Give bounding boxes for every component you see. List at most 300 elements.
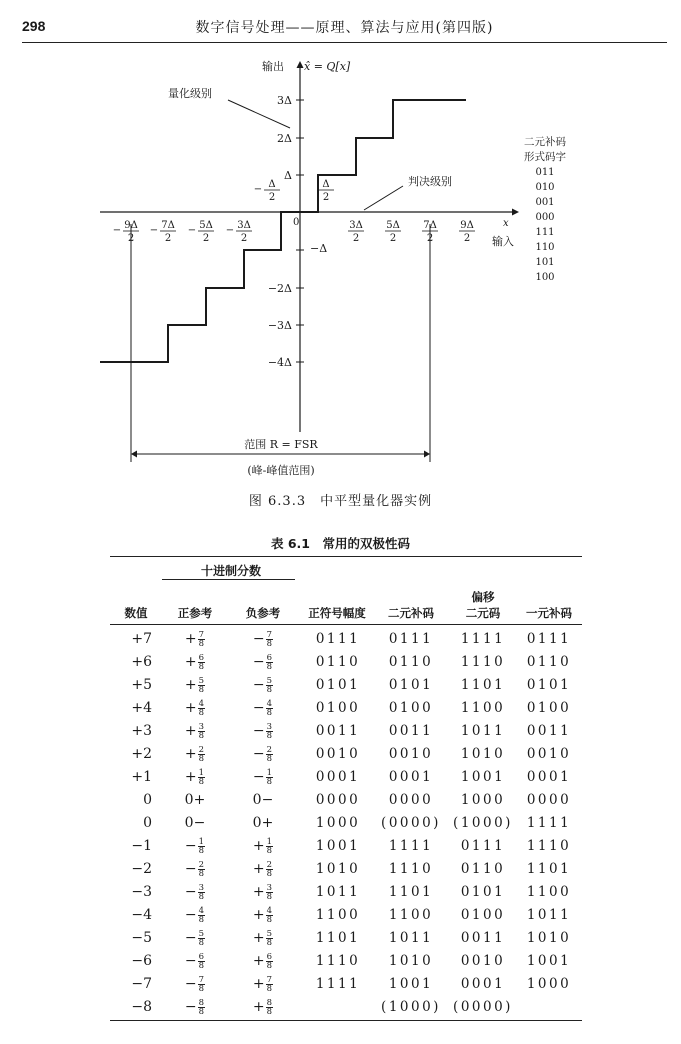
- cell-neg-ref-numerator: 8: [266, 997, 273, 1008]
- cell-value: +6: [131, 654, 152, 670]
- code-word: 000: [535, 212, 555, 223]
- x-tick-pos-0: [348, 220, 364, 244]
- table-top-rule: [110, 556, 582, 557]
- cell-sign-magnitude: 1101: [315, 930, 361, 946]
- cell-neg-ref-fraction: [266, 976, 273, 993]
- page-number: 298: [22, 18, 46, 34]
- table-header-rule: [110, 624, 582, 625]
- header-neg-ref: 负参考: [245, 606, 281, 620]
- quantizer-figure: [0, 50, 681, 490]
- x-tick-neg-3: [226, 220, 252, 244]
- cell-twos-complement: 0000: [388, 792, 434, 808]
- header-offset-line2: 二元码: [465, 606, 501, 620]
- cell-pos-ref-numerator: 6: [198, 951, 205, 962]
- cell-pos-ref-numerator: 2: [198, 859, 205, 870]
- cell-pos-ref-denominator: 8: [198, 661, 205, 672]
- table-row: [110, 766, 582, 789]
- cell-pos-ref-denominator: 8: [198, 845, 205, 856]
- cell-neg-ref-fraction: [266, 723, 273, 740]
- code-word: 001: [535, 197, 555, 208]
- cell-neg-ref-sign: +: [252, 861, 265, 877]
- header-ones-complement: 一元补码: [526, 606, 572, 620]
- cell-pos-ref-sign: +: [184, 631, 197, 647]
- cell-sign-magnitude: 0001: [315, 769, 361, 785]
- table-row: [110, 812, 582, 835]
- table-row: [110, 927, 582, 950]
- cell-neg-ref-sign: −: [252, 677, 265, 693]
- cell-ones-complement: [514, 996, 584, 1019]
- cell-neg-ref-fraction: [266, 746, 273, 763]
- x-tick-pos-1: [385, 220, 401, 244]
- cell-neg-ref: [230, 697, 296, 720]
- header-value: 数值: [124, 606, 148, 620]
- cell-ones-complement: 1101: [526, 861, 572, 877]
- cell-neg-ref-numerator: 3: [266, 721, 273, 732]
- cell-sign-magnitude: 1100: [315, 907, 361, 923]
- cell-twos-complement: 1101: [388, 884, 434, 900]
- cell-neg-ref-sign: −: [252, 769, 265, 785]
- range-arrow-right: [424, 451, 430, 458]
- cell-pos-ref-numerator: 1: [198, 836, 205, 847]
- x-axis-var: x: [503, 218, 509, 229]
- cell-neg-ref-fraction: [266, 953, 273, 970]
- cell-neg-ref-numerator: 5: [266, 675, 273, 686]
- x-tick-neg-1: [150, 220, 176, 244]
- cell-offset-binary: 1000: [460, 792, 506, 808]
- cell-ones-complement: 1001: [526, 953, 572, 969]
- table-row: [110, 743, 582, 766]
- cell-neg-ref: [230, 766, 296, 789]
- x-axis-arrow: [512, 209, 519, 216]
- table-row: [110, 789, 582, 812]
- cell-twos-complement: 0101: [388, 677, 434, 693]
- cell-pos-ref-sign: −: [184, 907, 197, 923]
- cell-value: −8: [131, 999, 152, 1015]
- cell-neg-ref-denominator: 8: [266, 914, 273, 925]
- cell-pos-ref-sign: −: [184, 999, 197, 1015]
- code-word: 101: [535, 257, 555, 268]
- cell-value: −4: [131, 907, 152, 923]
- cell-pos-ref-denominator: 8: [198, 730, 205, 741]
- figure-caption: 图 6.3.3 中平型量化器实例: [248, 494, 433, 509]
- cell-neg-ref-numerator: 7: [266, 629, 273, 640]
- cell-value: +3: [131, 723, 152, 739]
- cell-neg-ref-sign: +: [252, 999, 265, 1015]
- cell-neg-ref: [230, 996, 296, 1019]
- cell-neg-ref-numerator: 1: [266, 767, 273, 778]
- cell-sign-magnitude: 0111: [315, 631, 361, 647]
- cell-pos-ref-denominator: 8: [198, 1006, 205, 1017]
- cell-neg-ref-denominator: 8: [266, 753, 273, 764]
- cell-pos-ref-sign: +: [184, 746, 197, 762]
- code-word: 100: [535, 272, 555, 283]
- cell-neg-ref: [230, 651, 296, 674]
- cell-pos-ref: [162, 720, 228, 743]
- cell-sign-magnitude: 1001: [315, 838, 361, 854]
- origin-label: 0: [293, 217, 300, 228]
- table-bottom-rule: [110, 1020, 582, 1021]
- cell-pos-ref-denominator: 8: [198, 776, 205, 787]
- cell-neg-ref: 0−: [252, 792, 274, 808]
- cell-neg-ref-fraction: [266, 631, 273, 648]
- x-tick-pos-3-den: 2: [463, 233, 471, 244]
- cell-neg-ref-denominator: 8: [266, 661, 273, 672]
- x-tick-neg-1-minus: −: [149, 225, 159, 236]
- cell-pos-ref-fraction: [198, 631, 205, 648]
- cell-value: −5: [131, 930, 152, 946]
- half-delta-neg-num: Δ: [268, 179, 276, 190]
- cell-neg-ref: [230, 881, 296, 904]
- cell-offset-binary: 1111: [460, 631, 506, 647]
- cell-offset-binary: 0100: [460, 907, 506, 923]
- cell-sign-magnitude: 0110: [315, 654, 361, 670]
- cell-pos-ref-sign: −: [184, 976, 197, 992]
- x-tick-neg-2: [188, 220, 214, 244]
- x-tick-neg-1-den: 2: [164, 233, 172, 244]
- table-row: [110, 996, 582, 1019]
- cell-neg-ref-fraction: [266, 838, 273, 855]
- cell-neg-ref-denominator: 8: [266, 776, 273, 787]
- cell-neg-ref-fraction: [266, 884, 273, 901]
- cell-pos-ref-sign: −: [184, 861, 197, 877]
- range-sub-label: (峰-峰值范围): [247, 464, 315, 477]
- cell-neg-ref-sign: −: [252, 631, 265, 647]
- cell-pos-ref-numerator: 3: [198, 882, 205, 893]
- cell-value: −3: [131, 884, 152, 900]
- x-tick-neg-0-num: 9Δ: [124, 220, 138, 231]
- cell-offset-binary: 1011: [460, 723, 506, 739]
- cell-neg-ref: [230, 973, 296, 996]
- cell-offset-binary: 1110: [460, 654, 506, 670]
- cell-pos-ref-numerator: 7: [198, 974, 205, 985]
- cell-pos-ref-sign: +: [184, 677, 197, 693]
- cell-pos-ref: [162, 927, 228, 950]
- cell-neg-ref-numerator: 5: [266, 928, 273, 939]
- range-arrow-left: [131, 451, 137, 458]
- cell-pos-ref-fraction: [198, 677, 205, 694]
- cell-offset-binary: 0111: [460, 838, 506, 854]
- cell-neg-ref-numerator: 6: [266, 951, 273, 962]
- cell-sign-magnitude: 0011: [315, 723, 361, 739]
- x-tick-neg-0-den: 2: [127, 233, 135, 244]
- cell-pos-ref-fraction: [198, 930, 205, 947]
- cell-pos-ref-denominator: 8: [198, 983, 205, 994]
- decision-level-leader: [364, 186, 403, 210]
- cell-pos-ref-denominator: 8: [198, 684, 205, 695]
- cell-twos-complement: 1010: [388, 953, 434, 969]
- x-tick-neg-2-den: 2: [202, 233, 210, 244]
- cell-pos-ref-denominator: 8: [198, 753, 205, 764]
- cell-neg-ref-denominator: 8: [266, 983, 273, 994]
- cell-pos-ref-sign: +: [184, 700, 197, 716]
- cell-neg-ref-denominator: 8: [266, 845, 273, 856]
- cell-neg-ref-fraction: [266, 769, 273, 786]
- table-row: [110, 674, 582, 697]
- cell-pos-ref-numerator: 6: [198, 652, 205, 663]
- half-delta-pos-den: 2: [322, 192, 330, 203]
- cell-twos-complement: 0011: [388, 723, 434, 739]
- half-delta-pos: [318, 179, 334, 203]
- cell-pos-ref-fraction: [198, 907, 205, 924]
- cell-pos-ref-sign: −: [184, 953, 197, 969]
- cell-value: +4: [131, 700, 152, 716]
- y-tick-neg2: −2Δ: [267, 282, 292, 295]
- cell-neg-ref-denominator: 8: [266, 684, 273, 695]
- half-delta-neg: [254, 179, 280, 203]
- cell-pos-ref-numerator: 1: [198, 767, 205, 778]
- table-row: [110, 904, 582, 927]
- cell-neg-ref-denominator: 8: [266, 730, 273, 741]
- cell-ones-complement: 1111: [526, 815, 572, 831]
- y-tick-2: 2Δ: [277, 132, 292, 145]
- cell-pos-ref-denominator: 8: [198, 638, 205, 649]
- cell-value: 0: [143, 792, 152, 808]
- cell-neg-ref-sign: −: [252, 746, 265, 762]
- cell-ones-complement: 1010: [526, 930, 572, 946]
- cell-twos-complement: 0110: [388, 654, 434, 670]
- cell-neg-ref-denominator: 8: [266, 868, 273, 879]
- cell-neg-ref-denominator: 8: [266, 638, 273, 649]
- cell-neg-ref-fraction: [266, 907, 273, 924]
- code-title-2: 形式码字: [524, 151, 566, 163]
- cell-pos-ref-fraction: [198, 976, 205, 993]
- cell-neg-ref-fraction: [266, 930, 273, 947]
- cell-twos-complement: 0111: [388, 631, 434, 647]
- cell-pos-ref-numerator: 4: [198, 698, 205, 709]
- cell-sign-magnitude: [300, 996, 376, 1019]
- cell-pos-ref: [162, 950, 228, 973]
- cell-pos-ref-sign: −: [184, 930, 197, 946]
- cell-pos-ref: [162, 835, 228, 858]
- cell-sign-magnitude: 1111: [315, 976, 361, 992]
- table-row: [110, 858, 582, 881]
- cell-pos-ref: [162, 743, 228, 766]
- cell-sign-magnitude: 0101: [315, 677, 361, 693]
- cell-pos-ref-sign: +: [184, 769, 197, 785]
- cell-pos-ref-numerator: 4: [198, 905, 205, 916]
- cell-pos-ref-sign: +: [184, 654, 197, 670]
- cell-pos-ref-fraction: [198, 723, 205, 740]
- cell-ones-complement: 0010: [526, 746, 572, 762]
- x-tick-neg-0: [113, 220, 139, 244]
- cell-twos-complement: 1001: [388, 976, 434, 992]
- cell-ones-complement: 1000: [526, 976, 572, 992]
- cell-value: +7: [131, 631, 152, 647]
- cell-sign-magnitude: 0100: [315, 700, 361, 716]
- cell-neg-ref-sign: +: [252, 884, 265, 900]
- cell-offset-binary: 1010: [460, 746, 506, 762]
- cell-pos-ref: 0−: [184, 815, 206, 831]
- half-delta-neg-minus: −: [253, 184, 263, 195]
- page-header: [22, 14, 667, 43]
- cell-pos-ref-numerator: 2: [198, 744, 205, 755]
- header-pos-ref: 正参考: [177, 606, 213, 620]
- cell-twos-complement: 0100: [388, 700, 434, 716]
- table-row: [110, 697, 582, 720]
- code-word: 011: [535, 167, 555, 178]
- cell-value: −6: [131, 953, 152, 969]
- cell-neg-ref-sign: +: [252, 976, 265, 992]
- cell-neg-ref-denominator: 8: [266, 960, 273, 971]
- quant-level-label: 量化级别: [168, 87, 212, 100]
- cell-pos-ref-denominator: 8: [198, 937, 205, 948]
- cell-twos-complement: 0010: [388, 746, 434, 762]
- cell-neg-ref-numerator: 4: [266, 698, 273, 709]
- cell-neg-ref-denominator: 8: [266, 891, 273, 902]
- cell-neg-ref-sign: +: [252, 930, 265, 946]
- cell-sign-magnitude: 1000: [315, 815, 361, 831]
- cell-neg-ref-sign: +: [252, 838, 265, 854]
- cell-neg-ref-numerator: 3: [266, 882, 273, 893]
- cell-ones-complement: 1011: [526, 907, 572, 923]
- running-title: 数字信号处理——原理、算法与应用(第四版): [195, 20, 494, 36]
- cell-pos-ref: [162, 766, 228, 789]
- x-tick-neg-2-minus: −: [187, 225, 197, 236]
- table-row: [110, 651, 582, 674]
- cell-ones-complement: 0111: [526, 631, 572, 647]
- code-title-1: 二元补码: [524, 136, 566, 148]
- cell-pos-ref-numerator: 5: [198, 675, 205, 686]
- x-tick-pos-0-den: 2: [352, 233, 360, 244]
- cell-neg-ref-numerator: 6: [266, 652, 273, 663]
- cell-pos-ref: [162, 996, 228, 1019]
- cell-twos-complement: (0000): [381, 815, 441, 831]
- y-tick-1: Δ: [284, 169, 292, 182]
- y-tick-3: 3Δ: [277, 94, 292, 107]
- cell-sign-magnitude: 1011: [315, 884, 361, 900]
- decision-level-label: 判决级别: [408, 175, 452, 188]
- cell-neg-ref-denominator: 8: [266, 707, 273, 718]
- cell-neg-ref: [230, 720, 296, 743]
- cell-pos-ref-fraction: [198, 769, 205, 786]
- cell-pos-ref: [162, 628, 228, 651]
- cell-neg-ref-numerator: 1: [266, 836, 273, 847]
- y-axis-formula: x̂ = Q[x]: [304, 60, 351, 73]
- cell-neg-ref: [230, 904, 296, 927]
- cell-neg-ref-denominator: 8: [266, 1006, 273, 1017]
- cell-value: −1: [131, 838, 152, 854]
- cell-sign-magnitude: 0000: [315, 792, 361, 808]
- cell-neg-ref: [230, 927, 296, 950]
- cell-pos-ref-numerator: 8: [198, 997, 205, 1008]
- group-header: 十进制分数: [200, 564, 261, 578]
- cell-offset-binary: 1100: [460, 700, 506, 716]
- cell-pos-ref: [162, 674, 228, 697]
- x-tick-neg-3-num: 3Δ: [237, 220, 251, 231]
- cell-pos-ref: [162, 651, 228, 674]
- cell-pos-ref: 0+: [184, 792, 206, 808]
- cell-pos-ref-numerator: 3: [198, 721, 205, 732]
- cell-neg-ref: [230, 743, 296, 766]
- cell-neg-ref-sign: −: [252, 723, 265, 739]
- cell-pos-ref-denominator: 8: [198, 707, 205, 718]
- y-tick-neg4: −4Δ: [267, 356, 292, 369]
- cell-twos-complement: 1011: [388, 930, 434, 946]
- cell-offset-binary: 1101: [460, 677, 506, 693]
- x-tick-pos-3: [459, 220, 475, 244]
- cell-pos-ref: [162, 904, 228, 927]
- x-tick-neg-0-minus: −: [112, 225, 122, 236]
- cell-twos-complement: 0001: [388, 769, 434, 785]
- table-row: [110, 628, 582, 651]
- x-tick-neg-2-num: 5Δ: [199, 220, 213, 231]
- cell-neg-ref-numerator: 2: [266, 859, 273, 870]
- x-tick-neg-3-den: 2: [240, 233, 248, 244]
- table-row: [110, 720, 582, 743]
- cell-offset-binary: 0101: [460, 884, 506, 900]
- table-body: [110, 628, 582, 1019]
- x-tick-pos-3-num: 9Δ: [460, 220, 474, 231]
- x-tick-pos-1-num: 5Δ: [386, 220, 400, 231]
- x-tick-neg-1-num: 7Δ: [161, 220, 175, 231]
- cell-twos-complement: 1111: [388, 838, 434, 854]
- cell-neg-ref: 0+: [252, 815, 274, 831]
- cell-neg-ref: [230, 628, 296, 651]
- half-delta-neg-den: 2: [268, 192, 276, 203]
- cell-ones-complement: 1100: [526, 884, 572, 900]
- cell-twos-complement: 1110: [388, 861, 434, 877]
- cell-pos-ref-fraction: [198, 746, 205, 763]
- cell-offset-binary: (0000): [453, 999, 513, 1015]
- cell-pos-ref-fraction: [198, 861, 205, 878]
- y-tick-neg1: −Δ: [310, 242, 328, 255]
- cell-ones-complement: 0000: [526, 792, 572, 808]
- cell-pos-ref-fraction: [198, 700, 205, 717]
- cell-value: +5: [131, 677, 152, 693]
- cell-neg-ref-numerator: 2: [266, 744, 273, 755]
- cell-ones-complement: 0011: [526, 723, 572, 739]
- cell-neg-ref-sign: +: [252, 907, 265, 923]
- cell-pos-ref-denominator: 8: [198, 891, 205, 902]
- cell-neg-ref: [230, 674, 296, 697]
- cell-pos-ref-sign: +: [184, 723, 197, 739]
- cell-neg-ref: [230, 858, 296, 881]
- cell-pos-ref-denominator: 8: [198, 960, 205, 971]
- cell-pos-ref: [162, 697, 228, 720]
- x-tick-pos-2-den: 2: [426, 233, 434, 244]
- cell-neg-ref-fraction: [266, 700, 273, 717]
- cell-pos-ref: [162, 881, 228, 904]
- cell-pos-ref-fraction: [198, 838, 205, 855]
- cell-neg-ref-numerator: 7: [266, 974, 273, 985]
- cell-pos-ref: [162, 858, 228, 881]
- x-tick-pos-2-num: 7Δ: [423, 220, 437, 231]
- cell-neg-ref-fraction: [266, 999, 273, 1016]
- x-axis-label: 输入: [492, 235, 514, 248]
- cell-pos-ref-denominator: 8: [198, 868, 205, 879]
- cell-value: +2: [131, 746, 152, 762]
- x-tick-neg-3-minus: −: [225, 225, 235, 236]
- cell-offset-binary: 0110: [460, 861, 506, 877]
- cell-value: −7: [131, 976, 152, 992]
- cell-offset-binary: 0010: [460, 953, 506, 969]
- header-offset-line1: 偏移: [471, 590, 495, 604]
- cell-neg-ref-numerator: 4: [266, 905, 273, 916]
- cell-value: 0: [143, 815, 152, 831]
- code-word: 111: [535, 227, 555, 238]
- cell-offset-binary: 0011: [460, 930, 506, 946]
- x-tick-pos-1-den: 2: [389, 233, 397, 244]
- table-row: [110, 973, 582, 996]
- y-axis-label: 输出: [262, 60, 284, 73]
- cell-neg-ref-fraction: [266, 654, 273, 671]
- cell-neg-ref-denominator: 8: [266, 937, 273, 948]
- table-caption: 表 6.1 常用的双极性码: [271, 536, 410, 551]
- table-row: [110, 835, 582, 858]
- cell-offset-binary: 0001: [460, 976, 506, 992]
- x-tick-pos-0-num: 3Δ: [349, 220, 363, 231]
- table-row: [110, 950, 582, 973]
